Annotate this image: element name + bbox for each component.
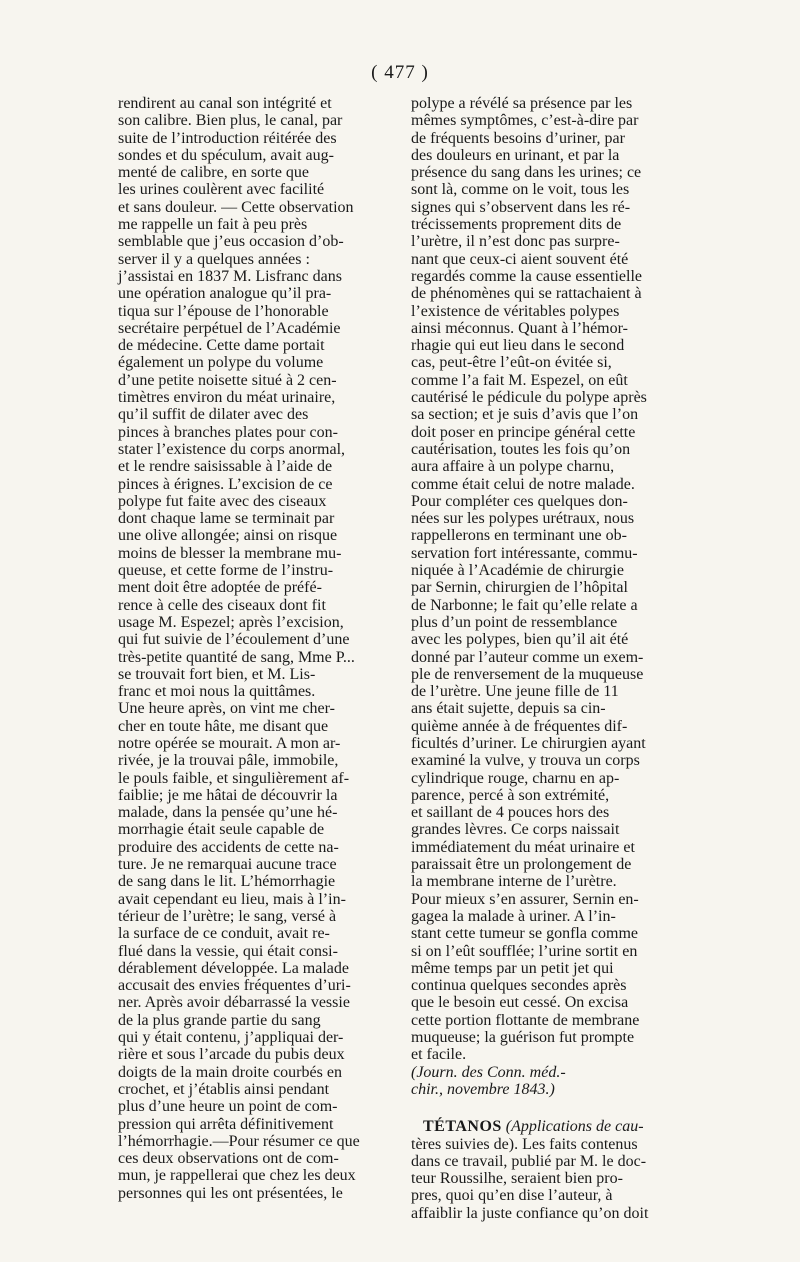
text-line: pinces à branches plates pour con-: [118, 423, 338, 441]
citation-line: [411, 1064, 681, 1081]
text-line: ner. Après avoir débarrassé la vessie: [118, 994, 350, 1012]
text-line: qu’il suffit de dilater avec des: [118, 406, 309, 424]
text-line: doigts de la main droite courbés en: [118, 1063, 342, 1081]
text-line: de médecine. Cette dame portait: [118, 337, 325, 355]
text-line: notre opérée se mourait. A mon ar-: [118, 734, 341, 752]
text-line: rappellerons en terminant une ob-: [411, 527, 627, 545]
text-line: franc et moi nous la quittâmes.: [118, 683, 316, 701]
right-column: [411, 95, 681, 1222]
text-line: se trouvait fort bien, et M. Lis-: [118, 665, 316, 683]
page-number: ( 477 ): [371, 62, 429, 83]
text-line: aura affaire à un polype charnu,: [411, 458, 615, 476]
text-line: rence à celle des ciseaux dont fit: [118, 596, 326, 614]
text-line: teur Roussilhe, seraient bien pro-: [411, 1170, 623, 1188]
text-line: la surface de ce conduit, avait re-: [118, 925, 330, 943]
text-line: tiqua sur l’épouse de l’honorable: [118, 302, 329, 320]
text-line: sondes et du spéculum, avait aug-: [118, 146, 334, 164]
text-line: grandes lèvres. Ce corps naissait: [411, 821, 620, 839]
text-line: stater l’existence du corps anormal,: [118, 440, 346, 458]
text-line: qui fut suivie de l’écoulement d’une: [118, 631, 350, 649]
text-line: menté de calibre, en sorte que: [118, 164, 310, 182]
text-line: quième année à de fréquentes dif-: [411, 717, 628, 735]
text-line: j’assistai en 1837 M. Lisfranc dans: [118, 267, 342, 285]
text-line: cylindrique rouge, charnu en ap-: [411, 769, 620, 787]
text-line: me rappelle un fait à peu près: [118, 216, 308, 234]
text-line: ture. Je ne remarquai aucune trace: [118, 856, 337, 874]
text-line: des douleurs en urinant, et par la: [411, 146, 620, 164]
section-subtitle: (Applications de cau-: [505, 1118, 644, 1136]
text-line: sa section; et je suis d’avis que l’on: [411, 406, 639, 424]
text-line: malade, dans la pensée qu’une hé-: [118, 804, 338, 822]
text-line: cette portion flottante de membrane: [411, 1011, 640, 1029]
text-line: même temps par un petit jet qui: [411, 959, 614, 977]
text-line: dans ce travail, publié par M. le doc-: [411, 1152, 647, 1170]
text-line: regardés comme la cause essentielle: [411, 267, 642, 285]
section-heading: TÉTANOS: [423, 1118, 502, 1136]
text-line: pres, quoi qu’en dise l’auteur, à: [411, 1187, 613, 1205]
text-line: suite de l’introduction réitérée des: [118, 129, 337, 147]
text-line: rivée, je la trouvai pâle, immobile,: [118, 752, 339, 770]
text-line: flué dans la vessie, qui était consi-: [118, 942, 338, 960]
text-line: rière et sous l’arcade du pubis deux: [118, 1046, 345, 1064]
text-line: immédiatement du méat urinaire et: [411, 838, 635, 856]
text-line: rendirent au canal son intégrité et: [118, 95, 332, 112]
text-line: donné par l’auteur comme un exem-: [411, 648, 644, 666]
text-line: le pouls faible, et singulièrement af-: [118, 769, 350, 787]
text-line: trécissements proprement dits de: [411, 216, 622, 234]
text-line: ainsi méconnus. Quant à l’hémor-: [411, 319, 628, 337]
text-line: accusait des envies fréquentes d’uri-: [118, 977, 351, 995]
text-line: si on l’eût soufflée; l’urine sortit en: [411, 942, 638, 960]
text-line: la membrane interne de l’urètre.: [411, 873, 617, 891]
text-line: pinces à érignes. L’excision de ce: [118, 475, 333, 493]
text-line: doit poser en principe général cette: [411, 423, 636, 441]
text-line: nant que ceux-ci aient souvent été: [411, 250, 629, 268]
text-line: personnes qui les ont présentées, le: [118, 1184, 343, 1202]
text-line: et saillant de 4 pouces hors des: [411, 804, 610, 822]
text-line: dont chaque lame se terminait par: [118, 510, 335, 528]
text-line: cautérisation, toutes les fois qu’on: [411, 440, 631, 458]
text-line: dérablement développée. La malade: [118, 959, 349, 977]
text-line: de Narbonne; le fait qu’elle relate a: [411, 596, 638, 614]
text-line: Pour compléter ces quelques don-: [411, 492, 628, 510]
text-line: les urines coulèrent avec facilité: [118, 181, 325, 199]
text-line: par Sernin, chirurgien de l’hôpital: [411, 579, 628, 597]
text-line: son calibre. Bien plus, le canal, par: [118, 112, 343, 130]
text-line: gagea la malade à uriner. A l’in-: [411, 907, 616, 925]
text-line: l’existence de véritables polypes: [411, 302, 620, 320]
text-line: ple de renversement de la muqueuse: [411, 665, 644, 683]
text-line: semblable que j’eus occasion d’ob-: [118, 233, 344, 251]
text-line: très-petite quantité de sang, Mme P...: [118, 648, 355, 666]
section-tetanos: [411, 1118, 681, 1222]
text-line: secrétaire perpétuel de l’Académie: [118, 319, 341, 337]
text-line: continua quelques secondes après: [411, 977, 627, 995]
text-line: faiblie; je me hâtai de découvrir la: [118, 786, 338, 804]
text-line: et facile.: [411, 1046, 467, 1064]
text-line: polype a révélé sa présence par les: [411, 95, 633, 112]
text-line: comme l’a fait M. Espezel, on eût: [411, 371, 628, 389]
text-line: crochet, et j’établis ainsi pendant: [118, 1080, 330, 1098]
text-line: usage M. Espezel; après l’excision,: [118, 613, 344, 631]
text-line: affaiblir la juste confiance qu’on doit: [411, 1204, 649, 1222]
text-line: Pour mieux s’en assurer, Sernin en-: [411, 890, 639, 908]
text-line: qui y était contenu, j’appliquai der-: [118, 1029, 344, 1047]
text-line: cautérisé le pédicule du polype après: [411, 389, 647, 407]
text-line: plus d’un point de ressemblance: [411, 613, 618, 631]
text-line: pression qui arrêta définitivement: [118, 1115, 334, 1133]
text-line: cher en toute hâte, me disant que: [118, 717, 329, 735]
text-line: plus d’une heure un point de com-: [118, 1098, 338, 1116]
text-line: avec les polypes, bien qu’il ait été: [411, 631, 629, 649]
text-line: térieur de l’urètre; le sang, versé à: [118, 907, 337, 925]
text-line: de sang dans le lit. L’hémorrhagie: [118, 873, 336, 891]
text-line: stant cette tumeur se gonfla comme: [411, 925, 639, 943]
text-line: ces deux observations ont de com-: [118, 1150, 339, 1168]
text-line: ficultés d’uriner. Le chirurgien ayant: [411, 734, 646, 752]
text-line: niquée à l’Académie de chirurgie: [411, 562, 624, 580]
text-line: de la plus grande partie du sang: [118, 1011, 321, 1029]
text-line: que le besoin eut cessé. On excisa: [411, 994, 629, 1012]
citation-end-line: [411, 1081, 681, 1098]
text-line: présence du sang dans les urines; ce: [411, 164, 642, 182]
text-line: muqueuse; la guérison fut prompte: [411, 1029, 635, 1047]
text-line: rhagie qui eut lieu dans le second: [411, 337, 625, 355]
text-line: mêmes symptômes, c’est-à-dire par: [411, 112, 639, 130]
text-line: et sans douleur. — Cette observation: [118, 198, 354, 216]
text-line: de phénomènes qui se rattachaient à: [411, 285, 642, 303]
text-line: ment doit être adoptée de préfé-: [118, 579, 322, 597]
text-line: morrhagie était seule capable de: [118, 821, 325, 839]
section-body: [411, 1136, 681, 1222]
text-line: une opération analogue qu’il pra-: [118, 285, 332, 303]
text-line: l’urètre, il n’est donc pas surpre-: [411, 233, 620, 251]
text-line: une olive allongée; ainsi on risque: [118, 527, 338, 545]
text-line: ans était sujette, depuis sa cin-: [411, 700, 606, 718]
citation-end: chir., novembre 1843.): [411, 1080, 555, 1098]
text-line: de l’urètre. Une jeune fille de 11: [411, 683, 619, 701]
section-heading-line: [411, 1118, 681, 1135]
text-line: moins de blesser la membrane mu-: [118, 544, 342, 562]
text-line: l’hémorrhagie.—Pour résumer ce que: [118, 1132, 360, 1150]
right-column-body: [411, 95, 681, 1064]
text-line: polype fut faite avec des ciseaux: [118, 492, 327, 510]
text-line: mun, je rappellerai que chez les deux: [118, 1167, 356, 1185]
text-line: produire des accidents de cette na-: [118, 838, 339, 856]
text-line: cas, peut-être l’eût-on évitée si,: [411, 354, 612, 372]
text-line: paraissait être un prolongement de: [411, 856, 632, 874]
text-line: signes qui s’observent dans les ré-: [411, 198, 631, 216]
text-line: timètres environ du méat urinaire,: [118, 389, 336, 407]
text-line: server il y a quelques années :: [118, 250, 310, 268]
text-line: comme était celui de notre malade.: [411, 475, 635, 493]
text-line: de fréquents besoins d’uriner, par: [411, 129, 625, 147]
text-line: d’une petite noisette situé à 2 cen-: [118, 371, 337, 389]
text-line: servation fort intéressante, commu-: [411, 544, 638, 562]
text-line: et le rendre saisissable à l’aide de: [118, 458, 333, 476]
text-line: sont là, comme on le voit, tous les: [411, 181, 630, 199]
citation: (Journ. des Conn. méd.-: [411, 1063, 566, 1081]
text-line: parence, percé à son extrémité,: [411, 786, 610, 804]
text-line: Une heure après, on vint me cher-: [118, 700, 335, 718]
left-column: [118, 95, 388, 1202]
text-line: nées sur les polypes urétraux, nous: [411, 510, 635, 528]
text-line: examiné la vulve, y trouva un corps: [411, 752, 640, 770]
text-line: tères suivies de). Les faits contenus: [411, 1135, 638, 1153]
text-line: également un polype du volume: [118, 354, 324, 372]
text-line: avait cependant eu lieu, mais à l’in-: [118, 890, 346, 908]
text-line: queuse, et cette forme de l’instru-: [118, 562, 334, 580]
